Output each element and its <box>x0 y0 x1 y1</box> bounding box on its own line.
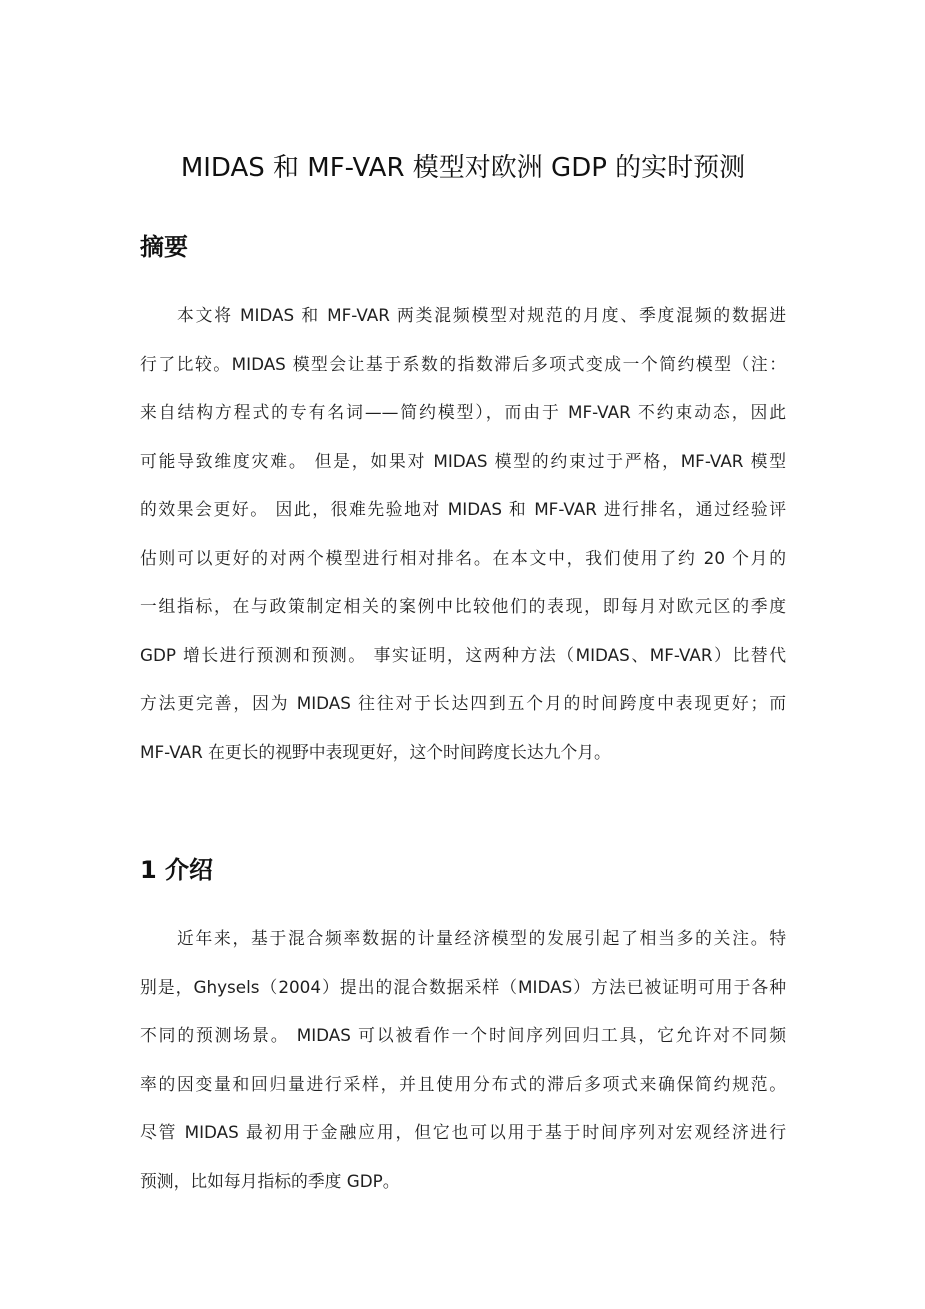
abstract-line: 方法更完善，因为 MIDAS 往往对于长达四到五个月的时间跨度中表现更好；而 <box>140 693 786 713</box>
introduction-line: 近年来，基于混合频率数据的计量经济模型的发展引起了相当多的关注。特 <box>177 928 786 948</box>
introduction-line: 率的因变量和回归量进行采样，并且使用分布式的滞后多项式来确保简约规范。 <box>140 1073 786 1094</box>
abstract-line: MF-VAR 在更长的视野中表现更好，这个时间跨度长达九个月。 <box>140 741 611 762</box>
abstract-line: 行了比较。MIDAS 模型会让基于系数的指数滞后多项式变成一个简约模型（注： <box>140 353 786 374</box>
abstract-line: 本文将 MIDAS 和 MF-VAR 两类混频模型对规范的月度、季度混频的数据进 <box>177 305 786 325</box>
abstract-line: 一组指标，在与政策制定相关的案例中比较他们的表现，即每月对欧元区的季度 <box>140 596 786 616</box>
abstract-line: 可能导致维度灾难。 但是，如果对 MIDAS 模型的约束过于严格，MF-VAR 模型 <box>140 450 786 471</box>
introduction-line: 预测，比如每月指标的季度 GDP。 <box>140 1170 400 1191</box>
abstract-line: 估则可以更好的对两个模型进行相对排名。在本文中，我们使用了约 20 个月的 <box>140 547 786 568</box>
introduction-paragraph <box>140 914 786 1205</box>
abstract-line: GDP 增长进行预测和预测。 事实证明，这两种方法（MIDAS、MF-VAR）比替代 <box>140 644 786 665</box>
abstract-line: 来自结构方程式的专有名词——简约模型），而由于 MF-VAR 不约束动态，因此 <box>140 402 786 422</box>
document-title: MIDAS 和 MF-VAR 模型对欧洲 GDP 的实时预测 <box>180 153 746 183</box>
abstract-line: 的效果会更好。 因此，很难先验地对 MIDAS 和 MF-VAR 进行排名，通过经验评 <box>140 499 786 519</box>
abstract-paragraph <box>140 291 786 776</box>
introduction-line: 别是，Ghysels（2004）提出的混合数据采样（MIDAS）方法已被证明可用于各种 <box>140 976 786 997</box>
introduction-line: 不同的预测场景。 MIDAS 可以被看作一个时间序列回归工具，它允许对不同频 <box>140 1025 786 1045</box>
abstract-heading: 摘要 <box>140 233 188 261</box>
introduction-line: 尽管 MIDAS 最初用于金融应用，但它也可以用于基于时间序列对宏观经济进行 <box>140 1122 786 1142</box>
section-1-heading: 1 介绍 <box>140 856 214 884</box>
